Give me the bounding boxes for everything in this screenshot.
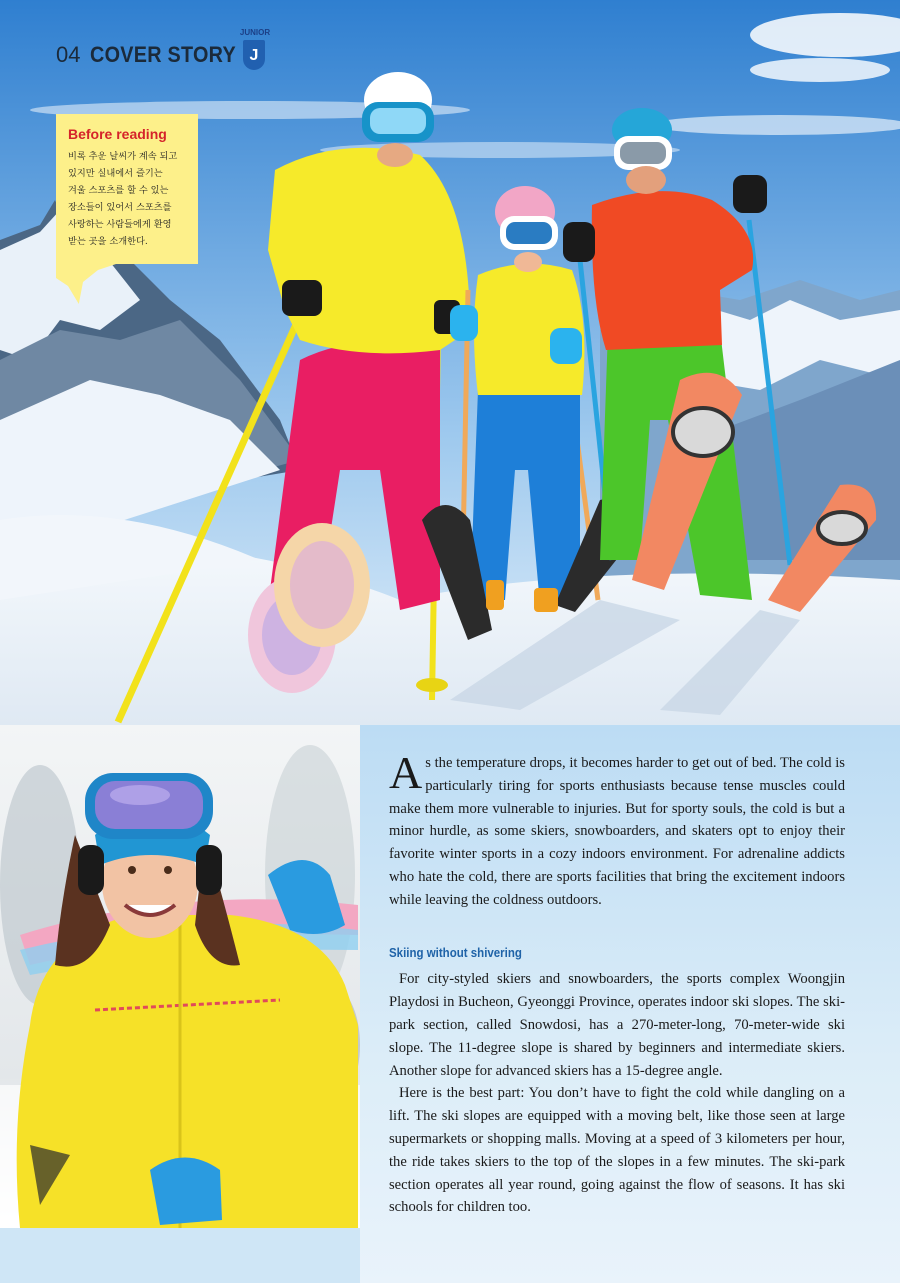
- subheading: Skiing without shivering: [389, 945, 522, 960]
- junior-logo: [238, 28, 272, 74]
- page-header: [56, 28, 271, 68]
- drop-cap: A: [389, 747, 423, 798]
- article-body: [389, 747, 845, 1219]
- girl-skier-illustration: [0, 725, 360, 1228]
- intro-paragraph: [389, 747, 845, 912]
- junior-logo-letter: J: [243, 40, 265, 70]
- intro-text: s the temperature drops, it becomes harder to get out of bed. The cold is particularly tiring for sports enthusiasts because tense muscles could make them more vulnerable to injuries. But for sporty souls, the cold is but a minor hurdle, as some skiers, snowboarders, and skaters opt to enjoy their favorite winter sports in a cozy indoors environment. For adrenaline addicts who hate the cold, there are sports facilities that bring the excitement indoors while leaving the coldness outdoors.: [389, 755, 845, 908]
- paragraph-1: For city-styled skiers and snowboarders, the sports complex Woongjin Playdosi in Bucheon, Gyeonggi Province, operates indoor ski slopes. The ski-park section, called Snowdosi, has a 270-meter-long, 70-meter-wide ski slope. The 11-degree slope is shared by beginners and intermediate skiers. Another slope for advanced skiers has a 15-degree angle.: [389, 971, 845, 1079]
- paragraph-2: Here is the best part: You don’t have to fight the cold while dangling on a lift. The ski slopes are equipped with a moving belt, like those seen at large supermarkets or shopping malls. Moving at a speed of 3 kilometers per hour, the ride takes skiers to the top of the slopes in a few minutes. The ski-park section operates all year round, going against the flow of seasons. It has ski schools for children too.: [389, 1085, 845, 1216]
- callout-title: Before reading: [68, 126, 167, 142]
- before-reading-callout: [56, 114, 198, 264]
- callout-text: 비록 추운 날씨가 계속 되고 있지만 실내에서 즐기는 겨울 스포츠를 할 수 있는 장소들이 있어서 스포츠를 사랑하는 사람들에게 환영 받는 곳을 소개한다.: [68, 151, 178, 247]
- junior-logo-text: JUNIOR: [239, 28, 271, 37]
- girl-photo: [0, 725, 360, 1228]
- page-number: 04: [56, 42, 81, 67]
- section-title: COVER STORY: [90, 42, 237, 67]
